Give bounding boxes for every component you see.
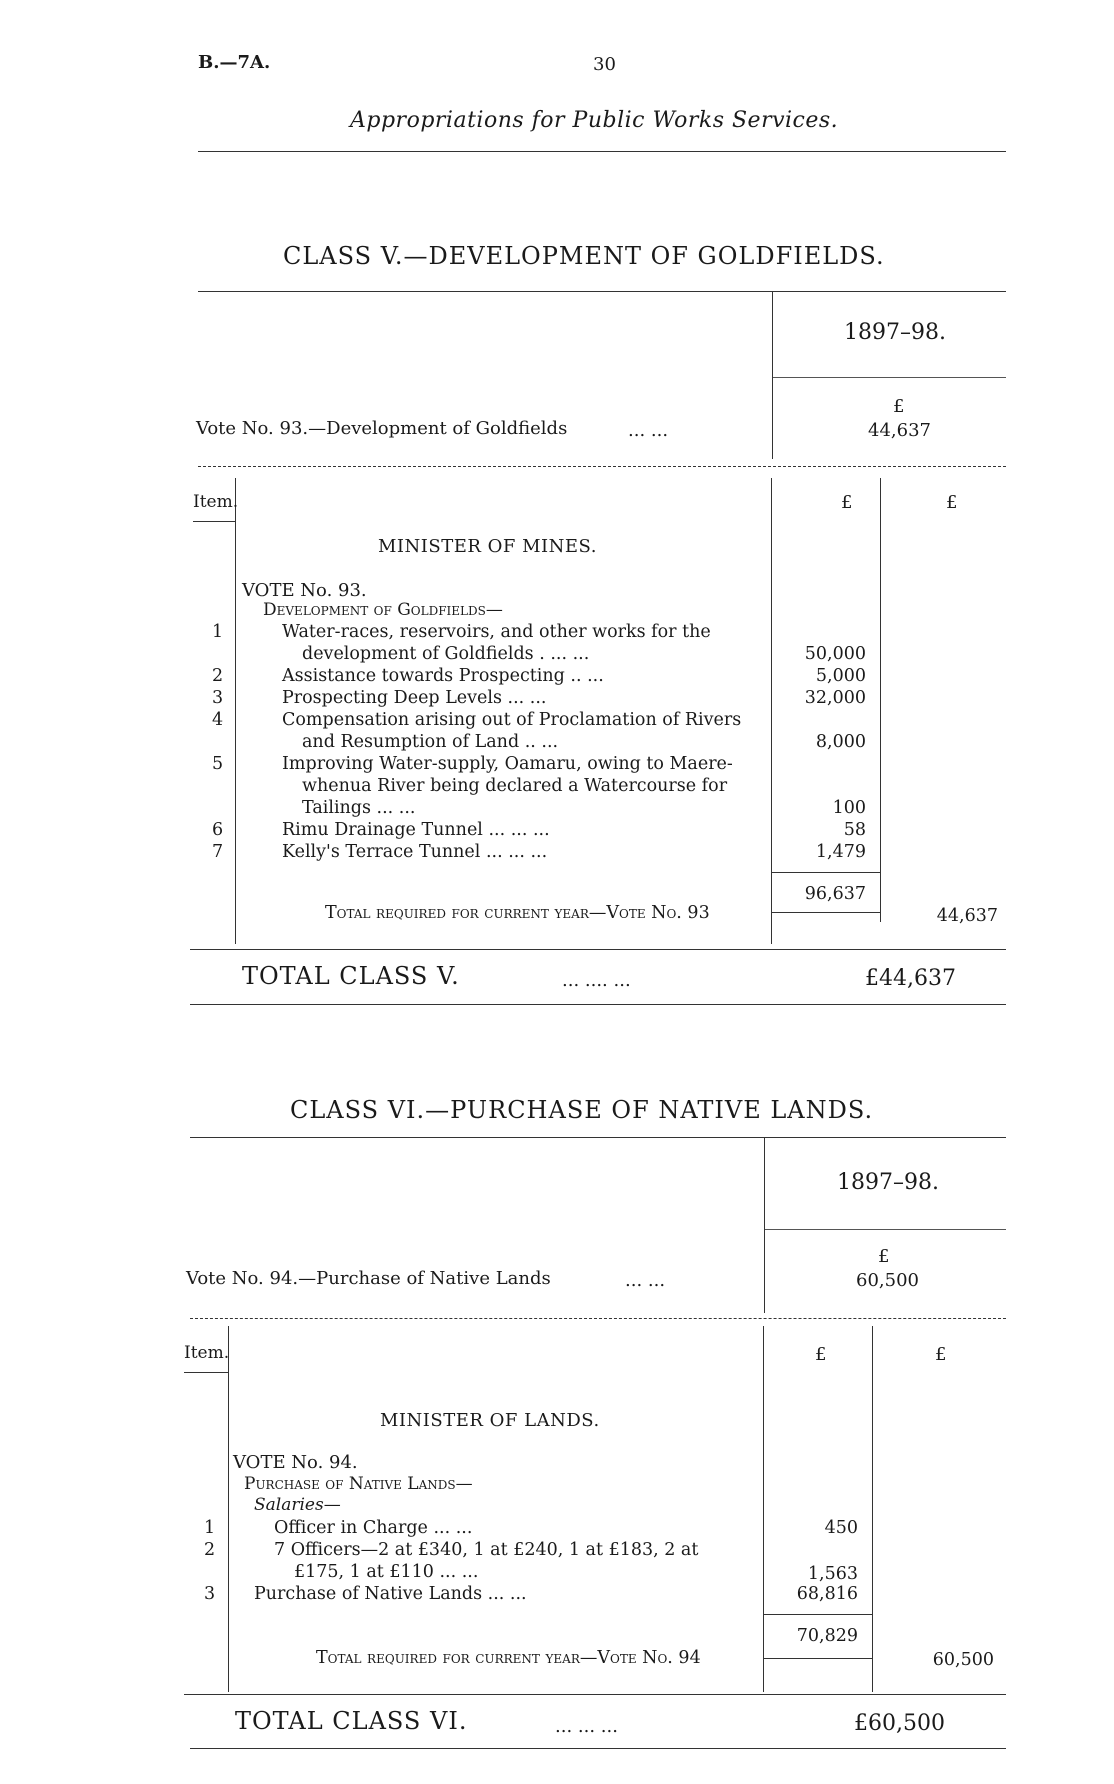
class-6-subtotal: 70,829 <box>796 1626 858 1646</box>
class-6-salaries-heading: Salaries— <box>254 1495 341 1515</box>
class-6-total-class-label: TOTAL CLASS VI. <box>235 1707 468 1735</box>
class-6-vote-line: Vote No. 94.—Purchase of Native Lands <box>186 1268 551 1289</box>
class-5-total-label: Total required for current year—Vote No. 93 <box>325 903 710 923</box>
class-5-col-item: Item. <box>193 492 239 512</box>
class-5-vote-dots: ... ... <box>628 420 669 441</box>
class-6-col-item: Item. <box>184 1343 230 1363</box>
class-6-total-amount: 60,500 <box>932 1650 994 1670</box>
class-5-vote-amount: 44,637 <box>868 420 931 441</box>
class-6-vote-dots: ... ... <box>625 1270 666 1291</box>
class-5-year: 1897–98. <box>844 320 946 345</box>
class-6-subhead: Purchase of Native Lands— <box>244 1474 473 1494</box>
class-5-currency: £ <box>893 396 905 417</box>
class-6-total-label: Total required for current year—Vote No. 94 <box>316 1648 701 1668</box>
class-5-subhead: Development of Goldfields— <box>263 600 503 620</box>
class-6-vote-title: VOTE No. 94. <box>233 1452 358 1473</box>
class-6-col-currency-2: £ <box>935 1344 947 1365</box>
class-5-heading: CLASS V.—DEVELOPMENT OF GOLDFIELDS. <box>283 242 885 270</box>
class-6-minister: MINISTER OF LANDS. <box>380 1410 600 1431</box>
class-6-currency: £ <box>878 1246 890 1267</box>
class-6-total-class-dots: ... ... ... <box>555 1716 618 1737</box>
class-5-vote-title: VOTE No. 93. <box>242 580 367 601</box>
class-6-heading: CLASS VI.—PURCHASE OF NATIVE LANDS. <box>290 1096 874 1124</box>
class-5-minister: MINISTER OF MINES. <box>378 536 597 557</box>
page-number: 30 <box>593 54 616 75</box>
class-5-total-amount: 44,637 <box>936 906 998 926</box>
class-6-year: 1897–98. <box>837 1170 939 1195</box>
page-title: Appropriations for Public Works Services. <box>350 108 839 133</box>
class-5-subtotal: 96,637 <box>804 884 866 904</box>
document-reference: B.—7A. <box>198 52 271 73</box>
class-5-col-currency-2: £ <box>946 492 958 513</box>
class-6-vote-amount: 60,500 <box>856 1270 919 1291</box>
class-5-total-class-label: TOTAL CLASS V. <box>242 962 460 990</box>
class-5-total-class-amount: £44,637 <box>865 966 956 991</box>
class-6-col-currency-1: £ <box>815 1344 827 1365</box>
class-6-total-class-amount: £60,500 <box>854 1711 945 1736</box>
class-5-total-class-dots: ... .... ... <box>562 970 631 991</box>
class-5-col-currency-1: £ <box>841 492 853 513</box>
class-5-vote-line: Vote No. 93.—Development of Goldfields <box>196 418 568 439</box>
